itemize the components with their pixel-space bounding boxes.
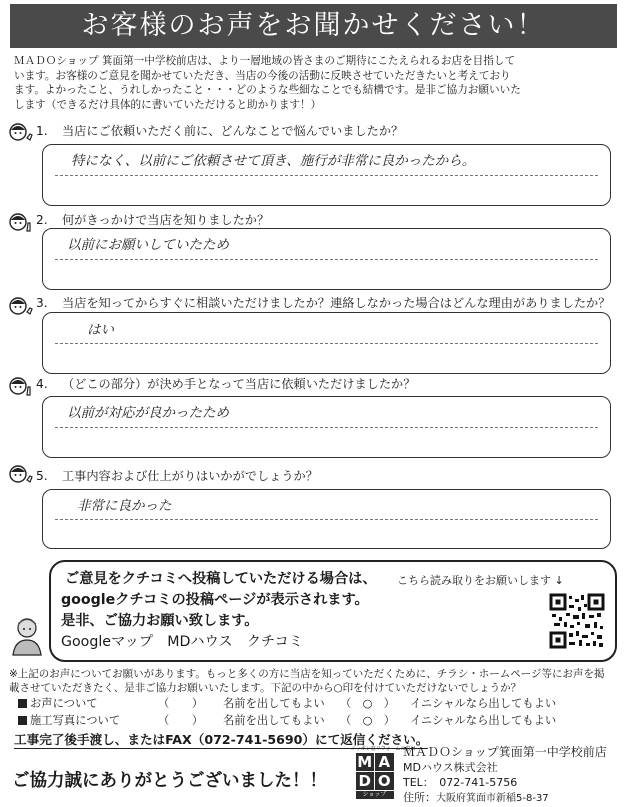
answer-text: 以前にお願いしていたため: [67, 237, 229, 253]
intro-line: ＭＡＤＯショップ 箕面第一中学校前店は、より一層地域の皆さまのご期待にこたえられるお店を目指して: [14, 55, 516, 67]
answer-box-1[interactable]: [42, 144, 611, 206]
review-box: [49, 560, 617, 662]
option-label: お声について: [30, 697, 98, 710]
option-label: 施工写真について: [30, 714, 121, 727]
address-text: 大阪府箕面市新稲5-8-37: [436, 793, 549, 804]
square-bullet-icon: [18, 699, 27, 708]
option-name-ok: 名前を出してもよい: [223, 714, 325, 727]
option-row-photo: [18, 713, 618, 729]
logo-caption: ニッポン窓リフォームの窓口: [351, 746, 416, 752]
question-number: 5.: [36, 469, 48, 483]
question-number: 2.: [36, 213, 48, 227]
question-text: 工事内容および仕上がりはいかがでしょうか？: [62, 469, 318, 483]
page-header: お客様のお声をお聞かせください！: [10, 4, 617, 48]
option-name-ok: 名前を出してもよい: [223, 697, 325, 710]
qr-note: こちら読み取りをお願いします ↓: [397, 574, 564, 587]
question-5-heading: [36, 468, 318, 484]
company-name: MDハウス株式会社: [403, 761, 498, 774]
question-number: 3.: [36, 296, 48, 310]
intro-line: ます。よかったこと、うれしかったこと・・・どのような些細なことでも結構です。是非ご協力お願いいた: [14, 84, 521, 97]
logo-letter: O: [375, 772, 394, 790]
review-line-3: 是非、ご協力お願い致します。: [61, 613, 259, 629]
logo-letter: A: [375, 753, 394, 771]
question-5: [8, 463, 34, 489]
question-2-heading: [36, 212, 269, 228]
option-initial-ok: イニシャルなら出してもよい: [410, 714, 557, 727]
question-text: （どこの部分）が決め手となって当店に依頼いただけましたか？: [62, 377, 416, 391]
question-1-heading: [36, 123, 403, 139]
logo-letter: M: [357, 753, 373, 771]
answer-box-4[interactable]: [42, 396, 611, 458]
notes-line-1: ※上記のお声についてお願いがあります。もっと多くの方に当店を知っていただくために、チラシ・ホームページ等にお声を掲: [9, 668, 605, 680]
notes-line-2: 載させていただきたく、是非ご協力お願いいたします。下記の中から○印を付けていただけないでしょうか？: [9, 682, 522, 694]
question-2: [8, 211, 34, 237]
question-3-heading: [36, 295, 610, 311]
answer-text: 非常に良かった: [77, 498, 172, 514]
person-illustration-icon: [10, 616, 44, 656]
review-line-2: googleクチコミの投稿ページが表示されます。: [61, 592, 369, 608]
question-text: 何がきっかけで当店を知りましたか？: [62, 213, 270, 227]
qr-code-icon[interactable]: [549, 593, 605, 649]
face-icon: [8, 375, 34, 397]
fax-instruction: 工事完了後手渡し、またはFAX（072-741-5690）にて返信ください。: [14, 732, 429, 747]
face-icon: [8, 463, 34, 485]
question-number: 1.: [36, 124, 48, 138]
thanks-message: ご協力誠にありがとうございました！！: [12, 771, 327, 791]
address-label: 住所：: [403, 791, 436, 804]
logo-letter: D: [356, 772, 375, 790]
answer-text: はい: [87, 322, 114, 338]
question-3: [8, 295, 34, 321]
review-line-1: ご意見をクチコミへ投稿していただける場合は、: [65, 571, 377, 587]
review-line-4: Googleマップ MDハウス クチコミ: [61, 634, 303, 650]
face-icon: [8, 295, 34, 317]
intro-line: います。お客様のご意見を聞かせていただき、当店の今後の活動に反映させていただきたいと考えており: [14, 69, 511, 82]
answer-text: 特になく、以前にご依頼させて頂き、施行が非常に良かったから。: [71, 153, 476, 169]
question-1: [8, 121, 34, 147]
answer-box-5[interactable]: [42, 489, 611, 549]
question-4-heading: [36, 376, 415, 392]
option-paren[interactable]: （ ）: [158, 697, 204, 710]
question-text: 当店にご依頼いただく前に、どんなことで悩んでいましたか？: [62, 124, 404, 138]
question-4: [8, 375, 34, 401]
shop-address: [403, 791, 549, 806]
intro-line: します（できるだけ具体的に書いていただけると助かります！）: [14, 98, 322, 111]
option-paren-initial[interactable]: （ ○ ）: [340, 714, 396, 727]
face-icon: [8, 211, 34, 233]
answer-box-2[interactable]: [42, 228, 611, 290]
intro-text: [14, 54, 614, 112]
logo-sub: ショップ: [356, 791, 394, 799]
option-row-voice: [18, 696, 618, 712]
option-initial-ok: イニシャルなら出してもよい: [410, 697, 557, 710]
face-icon: [8, 121, 34, 143]
shop-tel: TEL： 072-741-5756: [403, 776, 518, 789]
shop-name: ＭＡＤＯショップ箕面第一中学校前店: [403, 745, 607, 759]
mado-shop-logo: [351, 746, 416, 801]
square-bullet-icon: [18, 716, 27, 725]
answer-text: 以前が対応が良かったため: [67, 405, 229, 421]
option-paren[interactable]: （ ）: [158, 714, 204, 727]
answer-box-3[interactable]: [42, 312, 611, 374]
question-number: 4.: [36, 377, 48, 391]
option-paren-initial[interactable]: （ ○ ）: [340, 697, 396, 710]
question-text: 当店を知ってからすぐに相談いただけましたか？連絡しなかった場合はどんな理由がありましたか？: [62, 296, 611, 310]
